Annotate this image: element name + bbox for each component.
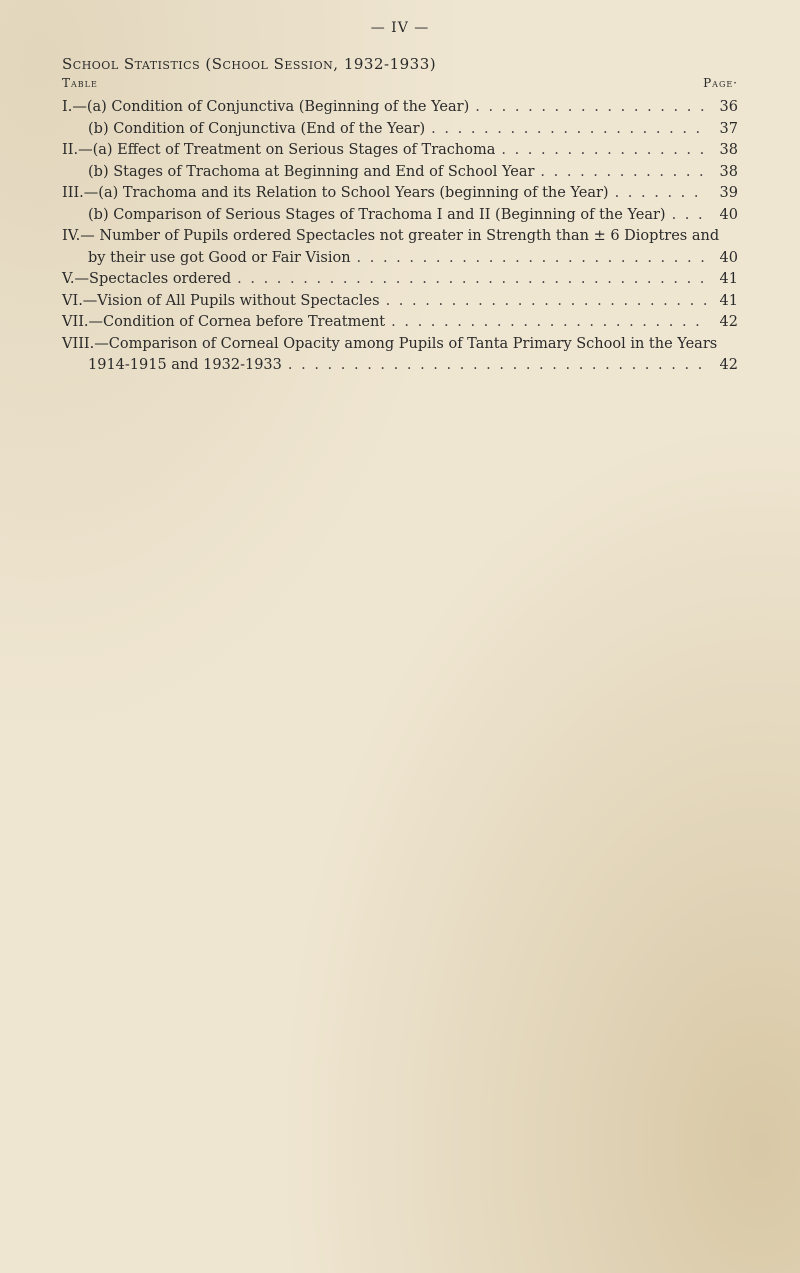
toc-entry-page: 42 (719, 357, 738, 373)
toc-entry-label: VIII.—Comparison of Corneal Opacity among Pupils of Tanta Primary School in the Years (62, 335, 718, 352)
toc-entry[interactable] (62, 226, 738, 269)
toc-entry-page: 38 (719, 142, 738, 158)
toc-entry[interactable] (62, 205, 738, 227)
toc-entry[interactable] (62, 162, 738, 184)
toc-entry-label: IV.— Number of Pupils ordered Spectacles not greater in Strength than ± 6 Dioptres and (62, 228, 720, 244)
toc-entry-page: 42 (719, 314, 738, 330)
toc-entry-label: VI.—Vision of All Pupils without Spectacles (62, 292, 380, 309)
toc-entry-label: I.—(a) Condition of Conjunctiva (Beginning of the Year) (62, 99, 470, 115)
leader-dots (288, 355, 708, 377)
leader-dots (357, 248, 708, 270)
toc-entry[interactable] (62, 334, 738, 377)
page-column-label: Page· (703, 76, 738, 90)
toc-entry-line (62, 226, 738, 248)
leader-dots (540, 162, 708, 184)
section-heading: School Statistics (School Session, 1932-1933) (62, 55, 437, 73)
toc-entry-label-continued: by their use got Good or Fair Vision (88, 249, 351, 266)
toc-entry[interactable] (62, 269, 738, 291)
toc-entry[interactable] (62, 140, 738, 162)
toc-entry-label: (b) Stages of Trachoma at Beginning and End of School Year (88, 163, 535, 180)
toc-entry[interactable] (62, 291, 738, 313)
toc-entry-page: 41 (719, 292, 738, 309)
toc-entry-label: III.—(a) Trachoma and its Relation to School Years (beginning of the Year) (62, 185, 609, 201)
leader-dots (237, 269, 708, 291)
table-of-contents (62, 97, 738, 377)
toc-entry-label-continued: 1914-1915 and 1932-1933 (88, 357, 282, 373)
leader-dots (501, 140, 708, 162)
toc-entry-page: 38 (719, 163, 738, 180)
toc-entry-page: 37 (719, 120, 738, 137)
toc-entry-page: 36 (719, 99, 738, 115)
leader-dots (475, 97, 708, 119)
page-number: — IV — (370, 20, 430, 36)
toc-entry-label: V.—Spectacles ordered (62, 271, 232, 287)
toc-entry[interactable] (62, 183, 738, 205)
leader-dots (431, 119, 708, 141)
toc-entry-label: II.—(a) Effect of Treatment on Serious Stages of Trachoma (62, 142, 496, 158)
leader-dots (672, 205, 708, 227)
toc-entry-page: 40 (719, 249, 738, 266)
toc-entry-page: 41 (719, 271, 738, 287)
leader-dots (615, 183, 708, 205)
toc-entry-label: (b) Comparison of Serious Stages of Trachoma I and II (Beginning of the Year) (88, 206, 666, 223)
toc-entry[interactable] (62, 119, 738, 141)
toc-entry-line (62, 248, 738, 270)
toc-entry-page: 39 (719, 185, 738, 201)
toc-entry-line (62, 355, 738, 377)
toc-entry-label: VII.—Condition of Cornea before Treatment (62, 314, 386, 330)
leader-dots (386, 291, 708, 313)
table-column-label: Table (62, 76, 98, 90)
toc-entry-page: 40 (719, 206, 738, 223)
toc-entry[interactable] (62, 97, 738, 119)
toc-entry[interactable] (62, 312, 738, 334)
leader-dots (391, 312, 708, 334)
toc-entry-line (62, 334, 738, 356)
toc-entry-label: (b) Condition of Conjunctiva (End of the Year) (88, 120, 426, 137)
